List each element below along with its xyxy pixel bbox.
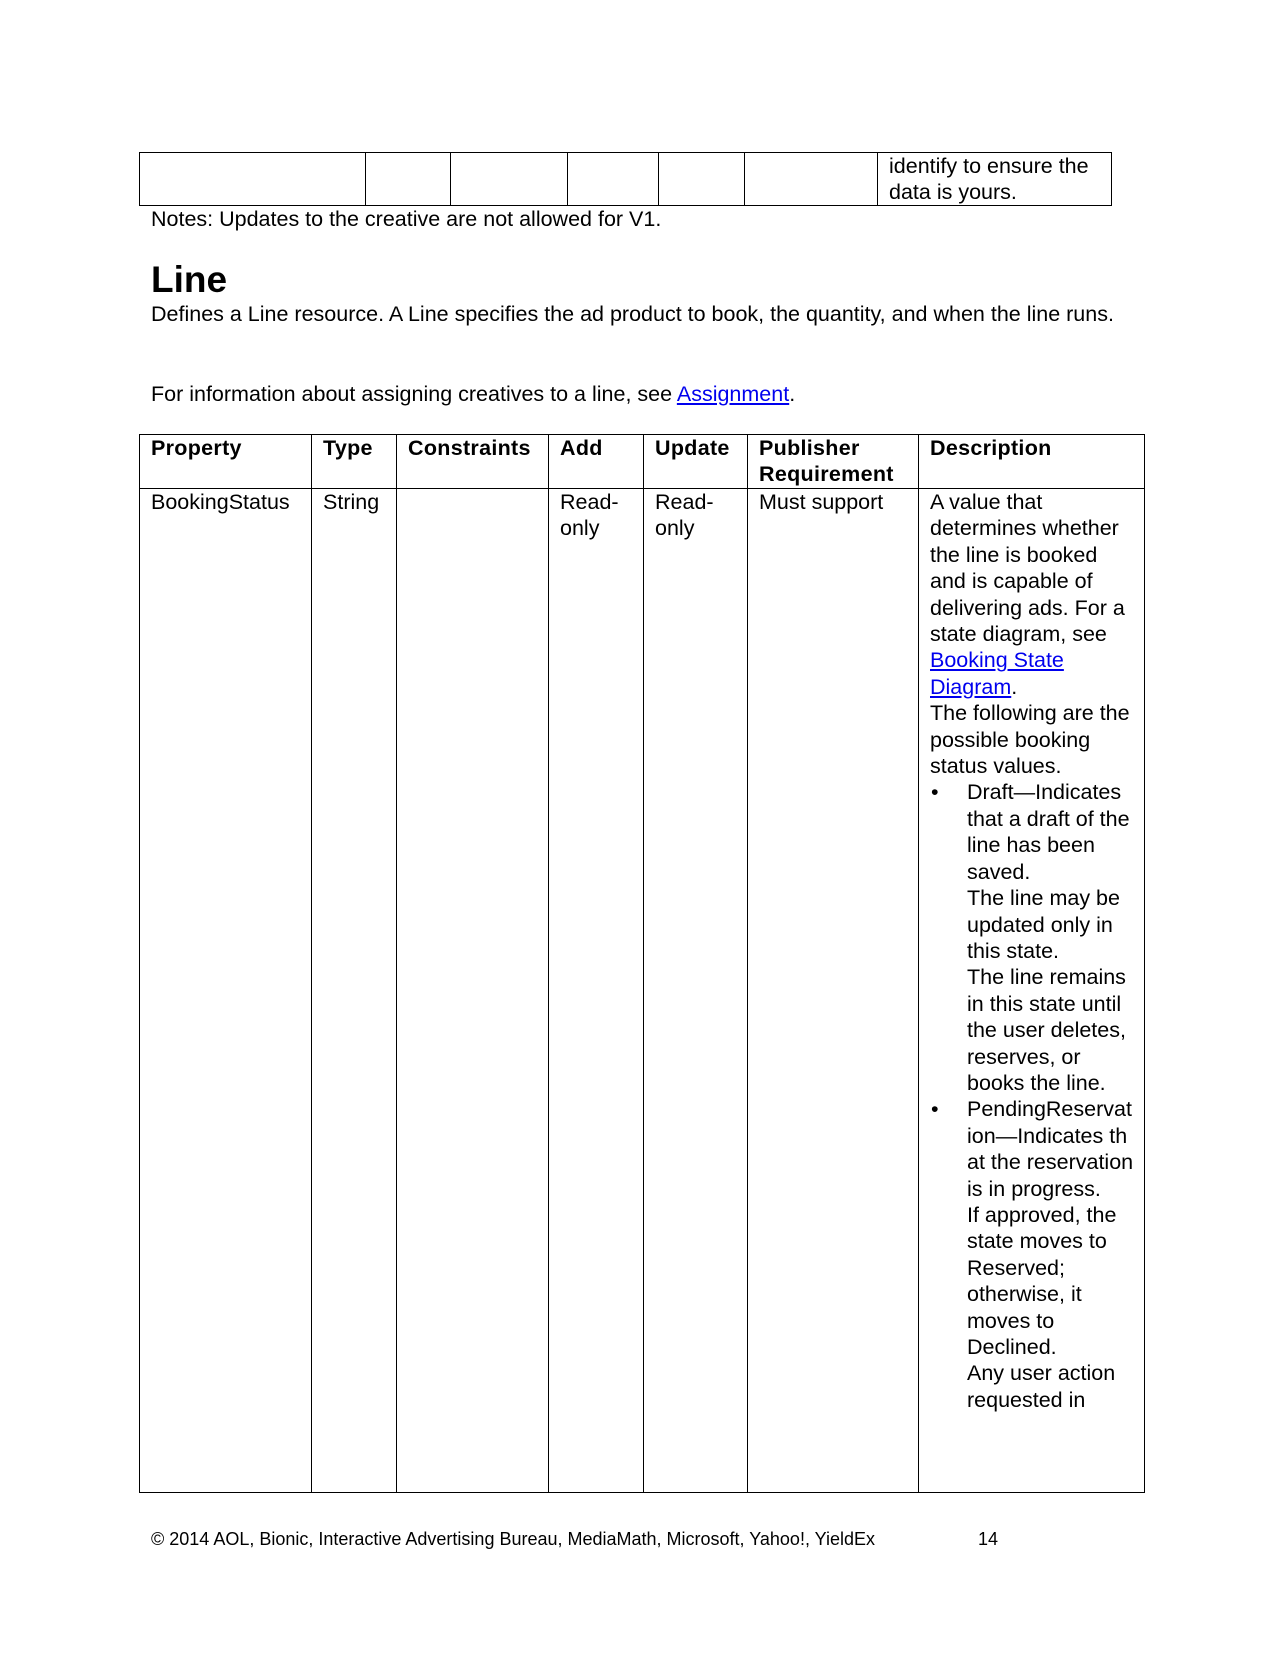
booking-state-diagram-link[interactable]: Booking State Diagram	[930, 648, 1064, 699]
assignment-info-prefix: For information about assigning creatives to a line, see	[151, 382, 677, 406]
list-item	[930, 1096, 1134, 1413]
continued-cell-constraints	[451, 153, 568, 206]
continued-table	[139, 152, 1112, 206]
assignment-info	[151, 381, 795, 407]
desc-link-suffix: .	[1011, 674, 1018, 699]
list-item	[930, 779, 1134, 1096]
table-row	[140, 489, 1145, 1493]
header-publisher-requirement: Publisher Requirement	[748, 435, 919, 489]
page-number: 14	[978, 1529, 999, 1549]
header-constraints: Constraints	[397, 435, 549, 489]
continued-cell-publisher-requirement	[745, 153, 878, 206]
list-item-line: The line may be updated only in this state.	[967, 886, 1120, 963]
section-description: Defines a Line resource. A Line specifies the ad product to book, the quantity, and when the line runs.	[151, 302, 1114, 326]
bullet-icon: •	[931, 1097, 939, 1122]
desc-values-intro: The following are the possible booking status values.	[930, 701, 1130, 779]
cell-add: Read-only	[549, 489, 644, 1493]
list-item-line: The line remains in this state until the user deletes, reserves, or books the line.	[967, 965, 1126, 1095]
notes-text: Notes: Updates to the creative are not allowed for V1.	[151, 207, 662, 231]
continued-cell-property	[140, 153, 366, 206]
continued-cell-type	[366, 153, 451, 206]
booking-status-list	[930, 779, 1134, 1413]
header-type: Type	[312, 435, 397, 489]
cell-constraints	[397, 489, 549, 1493]
cell-type: String	[312, 489, 397, 1493]
line-properties-table	[139, 434, 1145, 1493]
continued-cell-add	[568, 153, 659, 206]
continued-cell-description: identify to ensure the data is yours.	[878, 153, 1112, 206]
list-item-line: If approved, the state moves to Reserved; otherwise, it moves to Declined.	[967, 1202, 1117, 1359]
list-item-line: Draft—Indicates that a draft of the line has been saved.	[967, 780, 1130, 884]
desc-intro-text: A value that determines whether the line is booked and is capable of delivering ads. For a state diagram, see	[930, 490, 1125, 647]
list-item-line: PendingReservation—Indicates that the reservation is in progress.	[967, 1097, 1134, 1201]
header-property: Property	[140, 435, 312, 489]
desc-intro	[930, 489, 1134, 700]
assignment-link[interactable]: Assignment	[676, 382, 790, 406]
table-header-row	[140, 435, 1145, 489]
section-title: Line	[151, 259, 228, 300]
continued-cell-update	[659, 153, 745, 206]
footer-copyright: © 2014 AOL, Bionic, Interactive Advertising Bureau, MediaMath, Microsoft, Yahoo!, YieldEx	[151, 1529, 875, 1549]
header-update: Update	[644, 435, 748, 489]
cell-update: Read-only	[644, 489, 748, 1493]
page-footer	[151, 1527, 999, 1551]
list-item-line: Any user action requested in	[967, 1361, 1116, 1412]
cell-description	[919, 489, 1145, 1493]
continued-table-row	[140, 153, 1112, 206]
header-description: Description	[919, 435, 1145, 489]
bullet-icon: •	[931, 780, 939, 805]
cell-property: BookingStatus	[140, 489, 312, 1493]
cell-publisher-requirement: Must support	[748, 489, 919, 1493]
assignment-info-suffix: .	[789, 382, 796, 406]
header-add: Add	[549, 435, 644, 489]
